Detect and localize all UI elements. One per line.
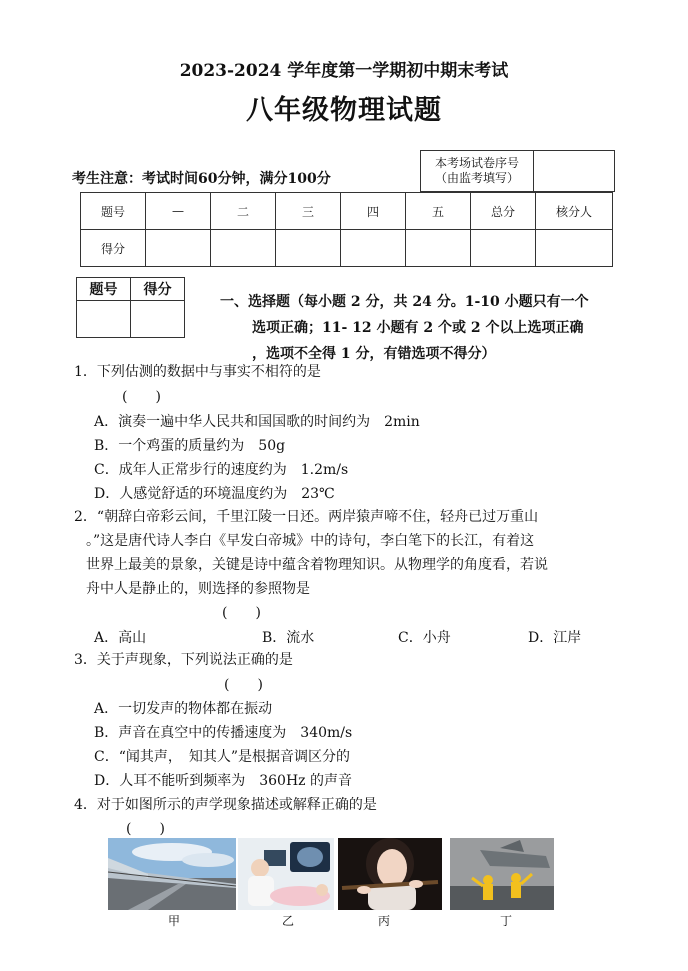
figure-caption-bing: 丙 xyxy=(378,914,391,928)
option-a: A．一切发声的物体都在振动 xyxy=(94,701,273,717)
option-c: C．成年人正常步行的速度约为 1.2m/s xyxy=(94,462,349,478)
score-cell[interactable] xyxy=(341,230,406,267)
score-cell[interactable] xyxy=(406,230,471,267)
section1-line: 一、选择题（每小题 2 分，共 24 分。1-10 小题只有一个 xyxy=(220,294,589,310)
score-header-cell: 二 xyxy=(211,193,276,230)
figure-caption-ding: 丁 xyxy=(500,914,513,928)
figure-caption-jia: 甲 xyxy=(168,914,181,928)
figure-caption-yi: 乙 xyxy=(282,914,295,928)
paper-title: 八年级物理试题 xyxy=(246,95,442,126)
score-table xyxy=(80,192,613,267)
seat-number-label xyxy=(421,151,534,192)
answer-paren[interactable]: ( ) xyxy=(122,389,161,405)
score-cell[interactable] xyxy=(536,230,613,267)
question-1-stem: 1．下列估测的数据中与事实不相符的是 xyxy=(74,364,321,380)
section-score-header: 题号 xyxy=(77,278,131,301)
option-d: D．人耳不能听到频率为 360Hz 的声音 xyxy=(94,773,352,789)
score-header-cell: 核分人 xyxy=(536,193,613,230)
exam-title: 2023-2024 学年度第一学期初中期末考试 xyxy=(179,61,509,81)
question-2-stem-line: 世界上最美的景象，关键是诗中蕴含着物理知识。从物理学的角度看，若说 xyxy=(86,557,548,573)
question-2-stem-line: 舟中人是静止的，则选择的参照物是 xyxy=(86,581,310,597)
option-d: D．人感觉舒适的环境温度约为 23℃ xyxy=(94,486,335,502)
section1-line: 选项正确；11- 12 小题有 2 个或 2 个以上选项正确 xyxy=(252,320,584,336)
seat-number-label-line2: （由监考填写） xyxy=(434,171,519,185)
figure-flute-image xyxy=(338,838,442,910)
answer-paren[interactable]: ( ) xyxy=(126,821,165,837)
figure-highway-image xyxy=(108,838,236,910)
exam-notice: 考生注意：考试时间60分钟，满分100分 xyxy=(72,171,331,187)
seat-number-label-line1: 本考场试卷序号 xyxy=(434,156,519,170)
answer-paren[interactable]: ( ) xyxy=(222,605,261,621)
option-b: B．声音在真空中的传播速度为 340m/s xyxy=(94,725,353,741)
score-header-cell: 总分 xyxy=(471,193,536,230)
score-header-cell: — xyxy=(146,193,211,230)
question-3-stem: 3．关于声现象，下列说法正确的是 xyxy=(74,652,293,668)
answer-paren[interactable]: ( ) xyxy=(224,677,263,693)
option-a: A．演奏一遍中华人民共和国国歌的时间约为 2min xyxy=(94,414,420,430)
option-c: C．“闻其声， 知其人”是根据音调区分的 xyxy=(94,749,351,765)
question-4-stem: 4．对于如图所示的声学现象描述或解释正确的是 xyxy=(74,797,377,813)
section1-instructions xyxy=(220,289,589,367)
score-header-cell: 三 xyxy=(276,193,341,230)
section-score-header: 得分 xyxy=(131,278,185,301)
score-cell[interactable] xyxy=(471,230,536,267)
score-cell[interactable] xyxy=(146,230,211,267)
section-score-table xyxy=(76,277,185,338)
section-score-cell[interactable] xyxy=(131,301,185,338)
seat-number-box xyxy=(420,150,615,192)
score-row-label: 得分 xyxy=(81,230,146,267)
score-header-cell: 题号 xyxy=(81,193,146,230)
score-header-cell: 五 xyxy=(406,193,471,230)
option-b: B．一个鸡蛋的质量约为 50g xyxy=(94,438,286,454)
seat-number-cell[interactable] xyxy=(534,151,615,192)
option-a: A．高山 xyxy=(94,630,147,646)
question-2-stem-line: 2．“朝辞白帝彩云间，千里江陵一日还。两岸猿声啼不住，轻舟已过万重山 xyxy=(74,509,539,525)
question-2-stem-line: 。”这是唐代诗人李白《早发白帝城》中的诗句，李白笔下的长江，有着这 xyxy=(86,533,535,549)
section1-line: ，选项不全得 1 分，有错选项不得分） xyxy=(252,346,496,362)
score-header-cell: 四 xyxy=(341,193,406,230)
score-cell[interactable] xyxy=(211,230,276,267)
option-b: B．流水 xyxy=(262,630,315,646)
option-d: D．江岸 xyxy=(528,630,582,646)
figure-ultrasound-image xyxy=(238,838,334,910)
section-score-cell[interactable] xyxy=(77,301,131,338)
option-c: C．小舟 xyxy=(398,630,451,646)
score-cell[interactable] xyxy=(276,230,341,267)
figure-carrier-deck-image xyxy=(450,838,554,910)
